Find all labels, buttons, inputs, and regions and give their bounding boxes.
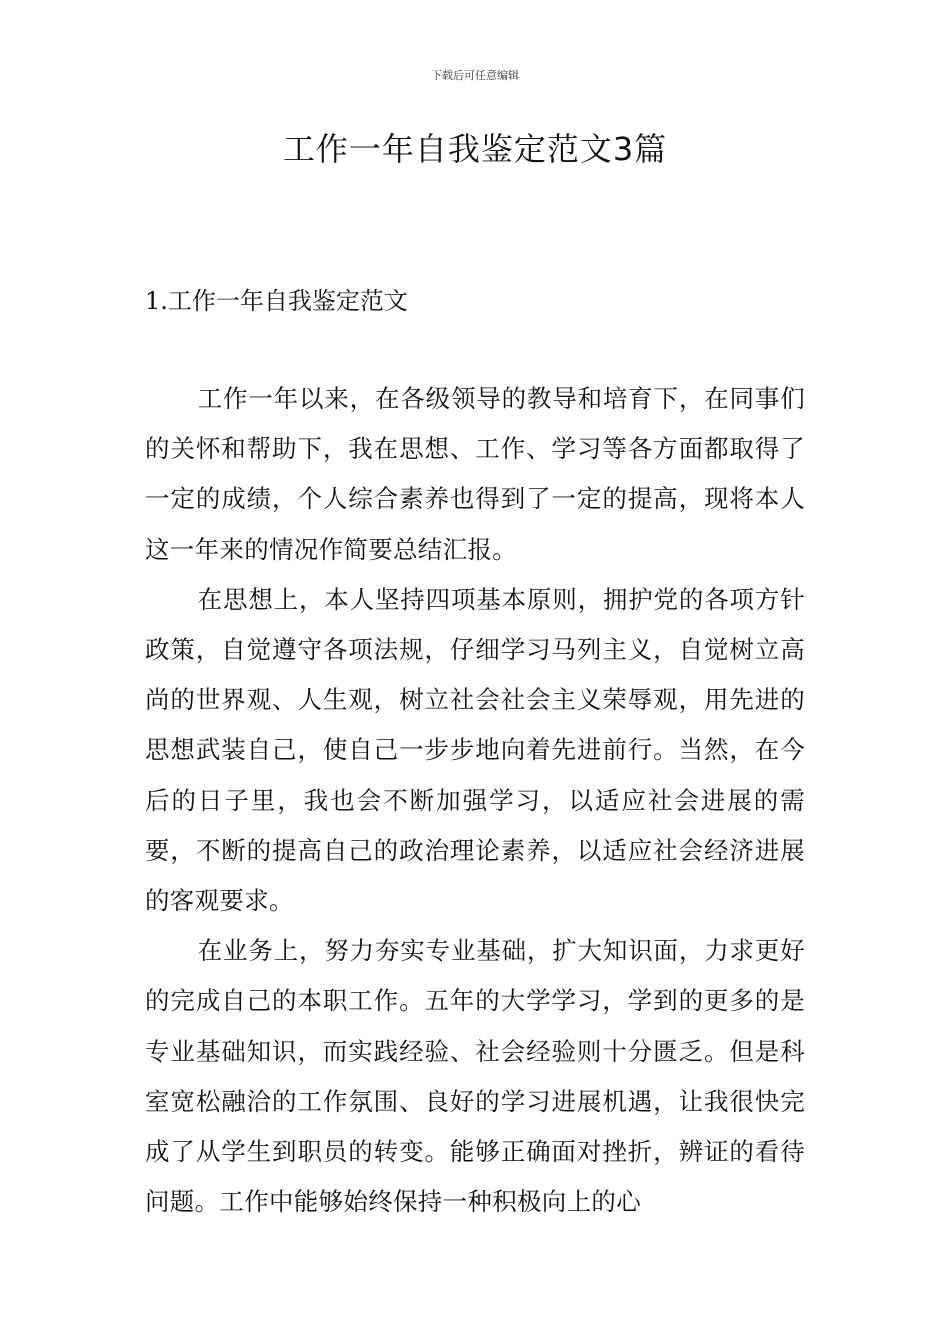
header-note: 下载后可任意编辑 [431, 69, 519, 82]
paragraph: 在思想上，本人坚持四项基本原则，拥护党的各项方针政策，自觉遵守各项法规，仔细学习马列主义，自觉树立高尚的世界观、人生观，树立社会社会主义荣辱观，用先进的思想武装自己，使自己一步步地向着先进前行。当然，在今后的日子里，我也会不断加强学习，以适应社会进展的需要，不断的提高自己的政治理论素养，以适应社会经济进展的客观要求。 [145, 584, 805, 916]
paragraph: 工作一年以来，在各级领导的教导和培育下，在同事们的关怀和帮助下，我在思想、工作、学习等各方面都取得了一定的成绩，个人综合素养也得到了一定的提高，现将本人这一年来的情况作简要总结汇报。 [145, 384, 805, 564]
document-body [145, 374, 805, 1227]
section-heading: 1.工作一年自我鉴定范文 [145, 287, 408, 315]
document-title: 工作一年自我鉴定范文3篇 [282, 130, 668, 168]
paragraph: 在业务上，努力夯实专业基础，扩大知识面，力求更好的完成自己的本职工作。五年的大学学习，学到的更多的是专业基础知识，而实践经验、社会经验则十分匮乏。但是科室宽松融洽的工作氛围、良好的学习进展机遇，让我很快完成了从学生到职员的转变。能够正确面对挫折，辨证的看待问题。工作中能够始终保持一种积极向上的心 [145, 936, 805, 1217]
